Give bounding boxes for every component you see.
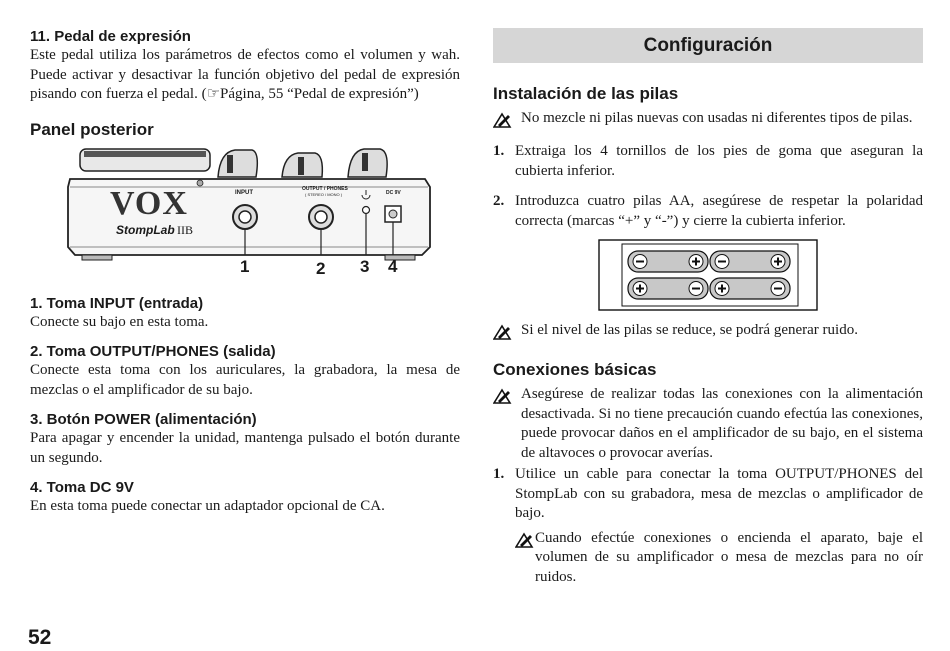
- dc-jack-label: DC 9V: [386, 189, 401, 196]
- callout-4: 4: [388, 256, 398, 276]
- item-input: [30, 295, 460, 333]
- warning-pencil-icon: [493, 385, 521, 409]
- item-power-body: Para apagar y encender la unidad, mantenga pulsado el botón durante un segundo.: [30, 430, 460, 466]
- warning-pencil-icon: [493, 109, 521, 133]
- batteries-step-2-text: Introduzca cuatro pilas AA, asegúrese de respetar la polaridad correcta (marcas “+” y “-”) y cierre la cubierta inferior.: [515, 193, 923, 229]
- batteries-step-1-text: Extraiga los 4 tornillos de los pies de goma que aseguran la cubierta inferior.: [515, 143, 923, 179]
- battery-compartment-diagram: [598, 239, 818, 311]
- item-output: [30, 343, 460, 400]
- connections-step-1-number: 1.: [493, 466, 505, 482]
- connections-volume-note: [515, 529, 923, 588]
- item-dc-title: 4. Toma DC 9V: [30, 479, 134, 496]
- configuration-banner: [493, 28, 923, 63]
- item-dc: [30, 479, 460, 517]
- section-expression-pedal-body: Este pedal utiliza los parámetros de efectos como el volumen y wah. Puede activar y desactivar la función objetivo del pedal de expresión pisando con fuerza el pedal. (☞Página, 55 “Pedal de expresión”): [30, 47, 460, 102]
- rear-panel-heading: Panel posterior: [30, 119, 154, 139]
- batteries-step-2: [493, 192, 923, 231]
- left-column: [30, 28, 460, 517]
- warning-pencil-icon: [515, 529, 535, 553]
- callout-3: 3: [360, 256, 370, 276]
- batteries-step-1-number: 1.: [493, 143, 505, 159]
- connections-warning-note: [493, 385, 923, 463]
- connections-step-1: [493, 465, 923, 524]
- item-input-title: 1. Toma INPUT (entrada): [30, 294, 204, 312]
- page-number: 52: [28, 626, 52, 649]
- model-suffix: IIB: [177, 222, 193, 237]
- configuration-title: Configuración: [643, 34, 773, 56]
- connections-warning-text: Asegúrese de realizar todas las conexiones con la alimentación desactivada. Si no tiene precaución cuando efectúa las conexiones, puede provocar daños en el amplificador de su bajo, en el sistema de altavoces o provocar averías.: [521, 386, 923, 461]
- battery-level-text: Si el nivel de las pilas se reduce, se podrá generar ruido.: [521, 322, 858, 338]
- batteries-heading: Instalación de las pilas: [493, 84, 679, 103]
- output-jack-sublabel: ( STEREO / MONO ): [305, 191, 343, 197]
- item-input-body: Conecte su bajo en esta toma.: [30, 313, 209, 330]
- output-jack-label: OUTPUT / PHONES: [302, 185, 348, 192]
- section-expression-pedal-title: 11. Pedal de expresión: [30, 28, 191, 45]
- item-power: [30, 411, 460, 468]
- callout-1: 1: [240, 256, 250, 276]
- batteries-step-2-number: 2.: [493, 193, 505, 209]
- warning-pencil-icon: [493, 321, 521, 345]
- connections-volume-text: Cuando efectúe conexiones o encienda el aparato, baje el volumen de su amplificador o mesa de mezclas para no oír ruidos.: [535, 529, 923, 585]
- batteries-warning-text: No mezcle ni pilas nuevas con usadas ni diferentes tipos de pilas.: [521, 110, 913, 126]
- batteries-step-1: [493, 142, 923, 181]
- model-name: StompLab: [116, 222, 175, 237]
- connections-step-1-text: Utilice un cable para conectar la toma OUTPUT/PHONES del StompLab con su grabadora, mesa de mezclas o amplificador de bajo.: [515, 466, 923, 521]
- callout-2: 2: [316, 258, 326, 278]
- battery-level-note: [493, 321, 923, 345]
- vox-logo: VOX: [110, 184, 188, 222]
- item-output-title: 2. Toma OUTPUT/PHONES (salida): [30, 343, 276, 360]
- item-power-title: 3. Botón POWER (alimentación): [30, 411, 257, 428]
- item-output-body: Conecte esta toma con los auriculares, la grabadora, la mesa de mezclas o el amplificador de su bajo.: [30, 362, 460, 398]
- connections-heading: Conexiones básicas: [493, 360, 657, 379]
- batteries-warning-note: [493, 109, 923, 133]
- input-jack-label: INPUT: [235, 189, 253, 196]
- item-dc-body: En esta toma puede conectar un adaptador opcional de CA.: [30, 498, 385, 514]
- right-column: [493, 28, 923, 587]
- rear-panel-illustration: [30, 147, 460, 287]
